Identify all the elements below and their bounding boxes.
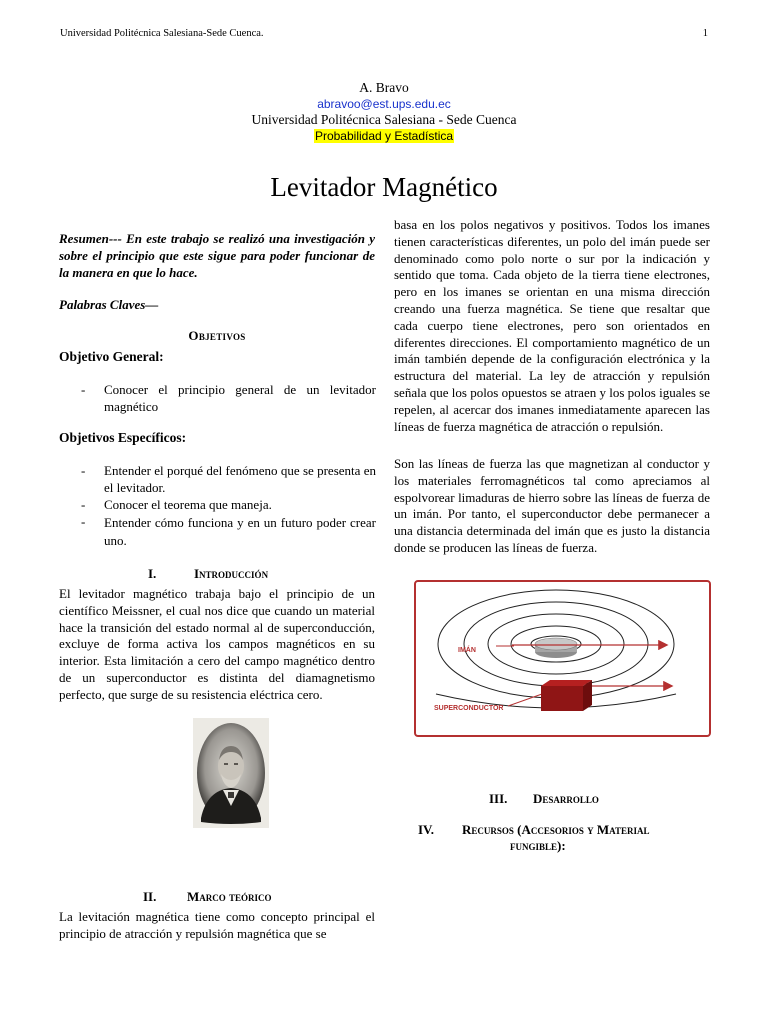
page-number: 1 (702, 28, 708, 39)
section-title: Introducción (194, 566, 269, 581)
section-title-continued: fungible): (510, 838, 566, 853)
section-title: Recursos (Accesorios y Material (462, 822, 650, 837)
bullet-dash: - (81, 514, 86, 529)
section-number: III. (489, 791, 508, 806)
marco-paragraph: La levitación magnética tiene como concepto principal el principio de atracción y repulsión magnética que se (59, 909, 375, 941)
bullet-dash: - (81, 497, 86, 512)
objetivos-especificos-heading: Objetivos Específicos: (59, 430, 187, 445)
section-heading-marco (0, 889, 768, 907)
field-lines-figure (416, 582, 709, 735)
section-title: Desarrollo (533, 791, 599, 806)
objetivo-general-heading: Objetivo General: (59, 349, 164, 364)
section-number: IV. (418, 822, 435, 837)
list-item-text: Entender el porqué del fenómeno que se presenta en el levitador. (104, 463, 376, 495)
course-name: Probabilidad y Estadística (314, 129, 454, 143)
abstract: Resumen--- En este trabajo se realizó una investigación y sobre el principio que este sigue para poder funcionar de la manera en que lo hace. (59, 231, 375, 280)
author-affiliation: Universidad Politécnica Salesiana - Sede Cuenca (251, 112, 517, 127)
section-number: I. (148, 566, 157, 581)
objetivos-heading: Objetivos (188, 328, 246, 343)
label-magnet: IMÁN (458, 647, 476, 654)
author-email-line (0, 96, 768, 112)
paper-title: Levitador Magnético (270, 172, 498, 202)
author-name: A. Bravo (359, 80, 409, 95)
right-column-paragraph-1: basa en los polos negativos y positivos. Todos los imanes tienen características diferentes, un polo del imán puede ser denominado como polo norte o sur por la indicación y sentido que toma. Cada objeto de la tierra tiene electrones, pero en los imanes se orientan en una misma dirección creando una fuerza magnética. Se tiene que resaltar que cada cuerpo tiene electrones, pero son orientados en diferentes direcciones. El comportamiento magnético de un imán también depende de la configuración electrónica y la estructura del material. La ley de atracción y repulsión señala que los polos opuestos se atraen y los polos iguales se repelen, al acercar dos imanes inmediatamente aparecen las líneas de fuerza magnética de atracción o repulsión. (394, 217, 710, 434)
running-header: Universidad Politécnica Salesiana-Sede Cuenca. (60, 28, 264, 39)
section-heading-recursos (0, 822, 768, 858)
section-heading-desarrollo (0, 791, 768, 809)
list-item-text: Conocer el teorema que maneja. (104, 497, 272, 512)
section-title: Marco teórico (187, 889, 272, 904)
keywords: Palabras Claves— (59, 297, 159, 312)
list-item-text: Conocer el principio general de un levitador magnético (104, 382, 376, 414)
right-column-paragraph-2: Son las líneas de fuerza las que magnetizan al conductor y los materiales ferromagnéticos tal como apreciamos al espolvorear limaduras de hierro sobre las líneas de fuerza de un imán. Por tanto, el superconductor debe permanecer a una distancia determinada del imán que es justo la distancia donde se producen las líneas de fuerza. (394, 456, 710, 555)
course-line (0, 128, 768, 144)
list-item-text: Entender cómo funciona y en un futuro poder crear uno. (104, 515, 376, 548)
superconductor-block (541, 680, 592, 711)
section-number: II. (143, 889, 157, 904)
intro-paragraph: El levitador magnético trabaja bajo el principio de un científico Meissner, el cual nos dice que cuando un material hace la transición del estado normal al de superconducción, excluye de forma activa los campos magnéticos en su interior. Esta limitación a cero del campo magnético dentro de un superconductor es distinta del diamagnetismo perfecto, que surge de su resistencia eléctrica cero. (59, 586, 375, 702)
meissner-portrait (193, 718, 269, 828)
author-email[interactable]: abravoo@est.ups.edu.ec (317, 97, 451, 111)
label-superconductor: SUPERCONDUCTOR (434, 705, 504, 712)
magnet-field-diagram (414, 580, 711, 737)
portrait-image (193, 718, 269, 828)
bullet-dash: - (81, 463, 86, 478)
bullet-dash: - (81, 382, 86, 397)
